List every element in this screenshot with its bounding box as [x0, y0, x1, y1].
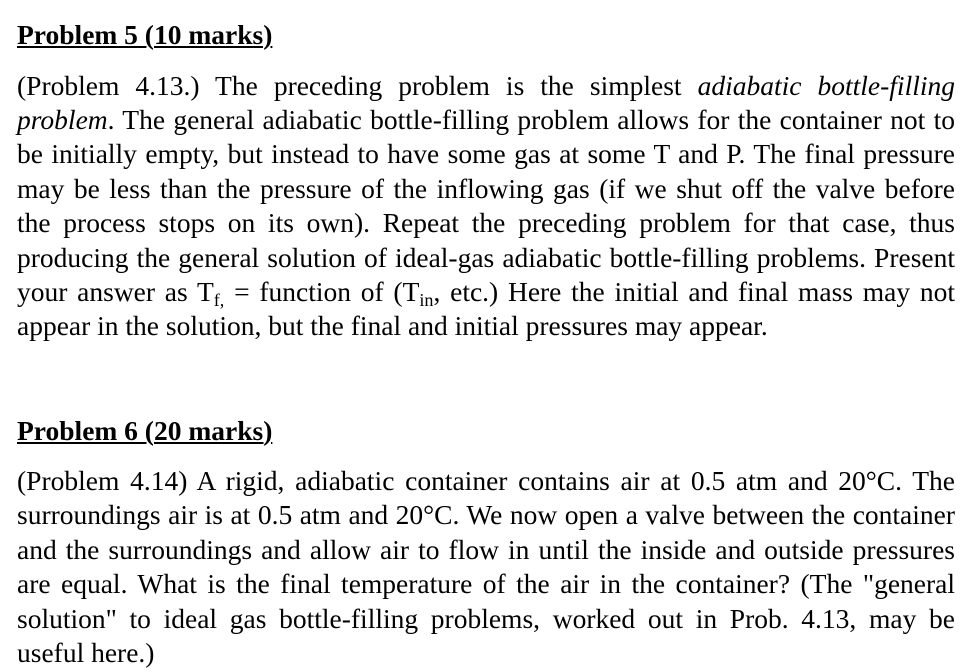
- italic-term: problem: [17, 103, 108, 135]
- italic-term: adiabatic bottle-filling: [697, 69, 955, 101]
- statement-line: [17, 206, 955, 240]
- statement-text: appear in the solution, but the final and initial pressures may appear.: [17, 310, 768, 342]
- subscript: in: [419, 290, 434, 311]
- statement-text: = function of (T: [224, 275, 420, 307]
- statement-text: , etc.) Here the initial and final mass may not: [433, 275, 955, 307]
- statement-line: [17, 498, 955, 532]
- problem-heading: Problem 6 (20 marks): [17, 414, 273, 446]
- statement-text: . The general adiabatic bottle-filling problem allows for the container not to: [107, 103, 955, 135]
- problem-heading: Problem 5 (10 marks): [17, 19, 273, 50]
- statement-text: surroundings air is at 0.5 atm and 20°C. We now open a valve between the container: [17, 499, 955, 531]
- statement-line: [17, 636, 955, 670]
- statement-line: [17, 69, 955, 103]
- problem-section: [17, 18, 955, 344]
- problem-statement: [17, 464, 955, 670]
- statement-line: [17, 275, 955, 309]
- statement-text: (Problem 4.14) A rigid, adiabatic container contains air at 0.5 atm and 20°C. The: [17, 465, 955, 497]
- statement-text: solution" to ideal gas bottle-filling problems, worked out in Prob. 4.13, may be: [17, 602, 955, 634]
- statement-text: (Problem 4.13.) The preceding problem is the simplest: [17, 69, 698, 101]
- statement-line: [17, 567, 955, 601]
- problem-statement: [17, 69, 955, 344]
- statement-text: the process stops on its own). Repeat the preceding problem for that case, thus: [17, 207, 955, 239]
- statement-text: be initially empty, but instead to have some gas at some T and P. The final pressure: [17, 138, 955, 170]
- document-page: [17, 0, 955, 670]
- statement-text: are equal. What is the final temperature of the air in the container? (The "general: [17, 568, 955, 600]
- statement-line: [17, 533, 955, 567]
- statement-line: [17, 103, 955, 137]
- statement-text: producing the general solution of ideal-gas adiabatic bottle-filling problems. Present: [17, 241, 955, 273]
- statement-line: [17, 172, 955, 206]
- statement-text: your answer as T: [17, 275, 214, 307]
- statement-line: [17, 602, 955, 636]
- statement-line: [17, 241, 955, 275]
- statement-line: [17, 137, 955, 171]
- statement-line: [17, 464, 955, 498]
- statement-text: and the surroundings and allow air to flow in until the inside and outside pressures: [17, 533, 955, 565]
- statement-text: useful here.): [17, 637, 155, 669]
- statement-line: [17, 309, 955, 343]
- problem-section: [17, 414, 955, 671]
- subscript: f,: [213, 290, 225, 311]
- statement-text: may be less than the pressure of the inflowing gas (if we shut off the valve before: [17, 172, 955, 204]
